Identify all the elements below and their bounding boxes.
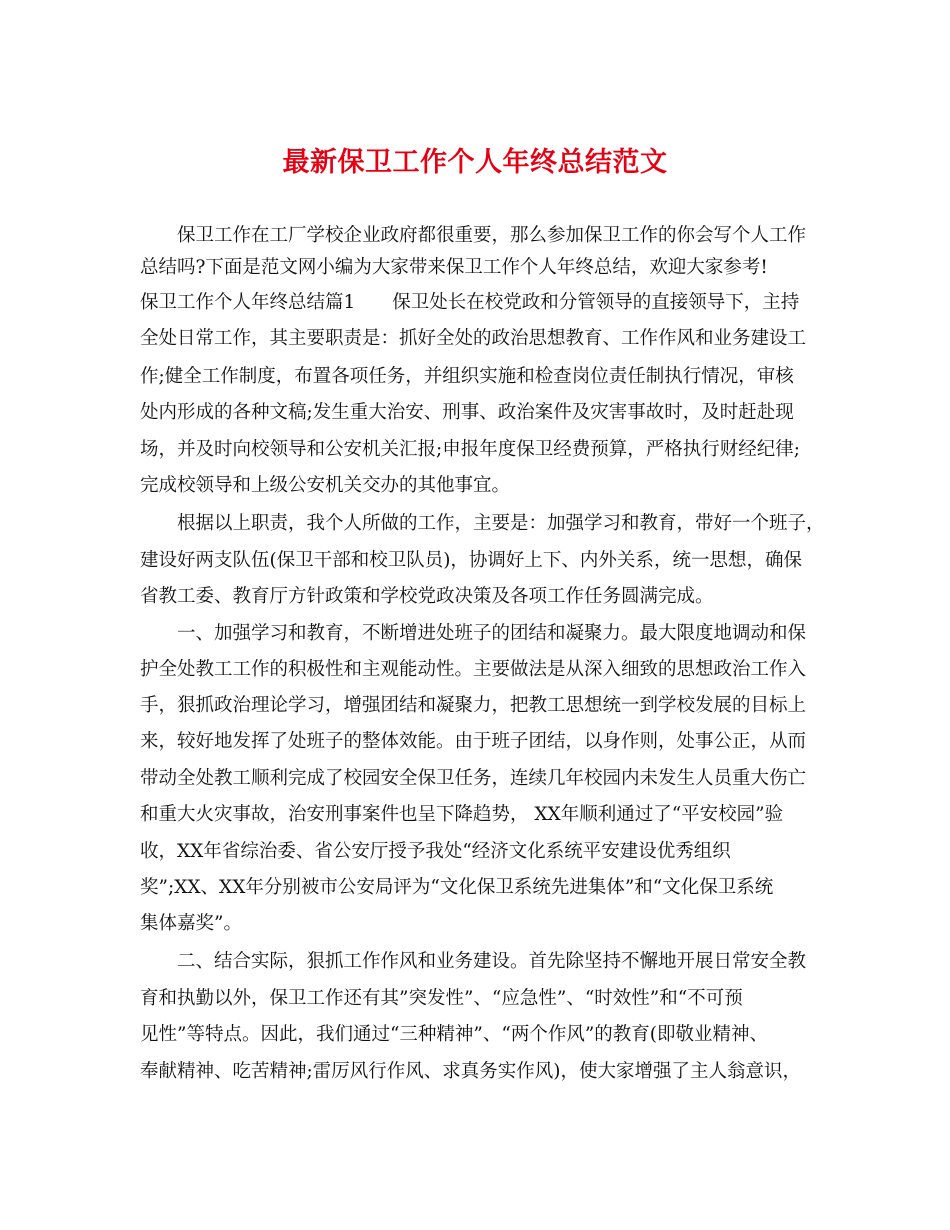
body-line: 场，并及时向校领导和公安机关汇报;申报年度保卫经费预算，严格执行财经纪律; (140, 439, 800, 460)
body-line: 奉献精神、吃苦精神;雷厉风行作风、求真务实作风)，使大家增强了主人翁意识， (140, 1061, 801, 1082)
body-line: 保卫工作在工厂学校企业政府都很重要，那么参加保卫工作的你会写个人工作 (177, 225, 807, 246)
body-line: 一、加强学习和教育，不断增进处班子的团结和凝聚力。最大限度地调动和保 (177, 623, 807, 644)
body-line: 集体嘉奖”。 (140, 913, 242, 934)
body-line: 根据以上职责，我个人所做的工作，主要是：加强学习和教育，带好一个班子， (177, 513, 825, 534)
body-line: 完成校领导和上级公安机关交办的其他事宜。 (140, 475, 511, 496)
body-line: 处内形成的各种文稿;发生重大治安、刑事、政治案件及灾害事故时，及时赶赴现 (140, 402, 794, 423)
body-line: 收，XX年省综治委、省公安厅授予我处“经济文化系统平安建设优秀组织 (140, 841, 731, 862)
body-line: 见性”等特点。因此，我们通过“三种精神”、“两个作风”的教育(即敬业精神、 (140, 1024, 769, 1045)
body-line: 全处日常工作，其主要职责是：抓好全处的政治思想教育、工作作风和业务建设工 (140, 328, 807, 349)
body-line: 带动全处教工顺利完成了校园安全保卫任务，连续几年校园内未发生人员重大伤亡 (140, 768, 807, 789)
body-line: 保卫工作个人年终总结篇1 保卫处长在校党政和分管领导的直接领导下，主持 (140, 292, 800, 313)
body-line: 来，较好地发挥了处班子的整体效能。由于班子团结，以身作则，处事公正，从而 (140, 731, 807, 752)
body-line: 总结吗?下面是范文网小编为大家带来保卫工作个人年终总结，欢迎大家参考! (140, 257, 768, 278)
body-line: 手，狠抓政治理论学习，增强团结和凝聚力，把教工思想统一到学校发展的目标上 (140, 695, 807, 716)
body-line: 护全处教工工作的积极性和主观能动性。主要做法是从深入细致的思想政治工作入 (140, 659, 807, 680)
body-line: 奖”;XX、XX年分别被市公安局评为“文化保卫系统先进集体”和“文化保卫系统 (140, 877, 774, 898)
body-line: 育和执勤以外，保卫工作还有其”突发性”、“应急性”、“时效性”和“不可预 (140, 988, 743, 1009)
body-line: 作;健全工作制度，布置各项任务，并组织实施和检查岗位责任制执行情况，审核 (140, 366, 794, 387)
document-title: 最新保卫工作个人年终总结范文 (282, 147, 668, 178)
body-line: 省教工委、教育厅方针政策和学校党政决策及各项工作任务圆满完成。 (140, 586, 714, 607)
body-line: 建设好两支队伍(保卫干部和校卫队员)，协调好上下、内外关系，统一思想，确保 (140, 550, 802, 571)
body-line: 和重大火灾事故，治安刑事案件也呈下降趋势， XX年顺利通过了“平安校园”验 (140, 804, 784, 825)
body-line: 二、结合实际，狠抓工作作风和业务建设。首先除坚持不懈地开展日常安全教 (177, 951, 807, 972)
